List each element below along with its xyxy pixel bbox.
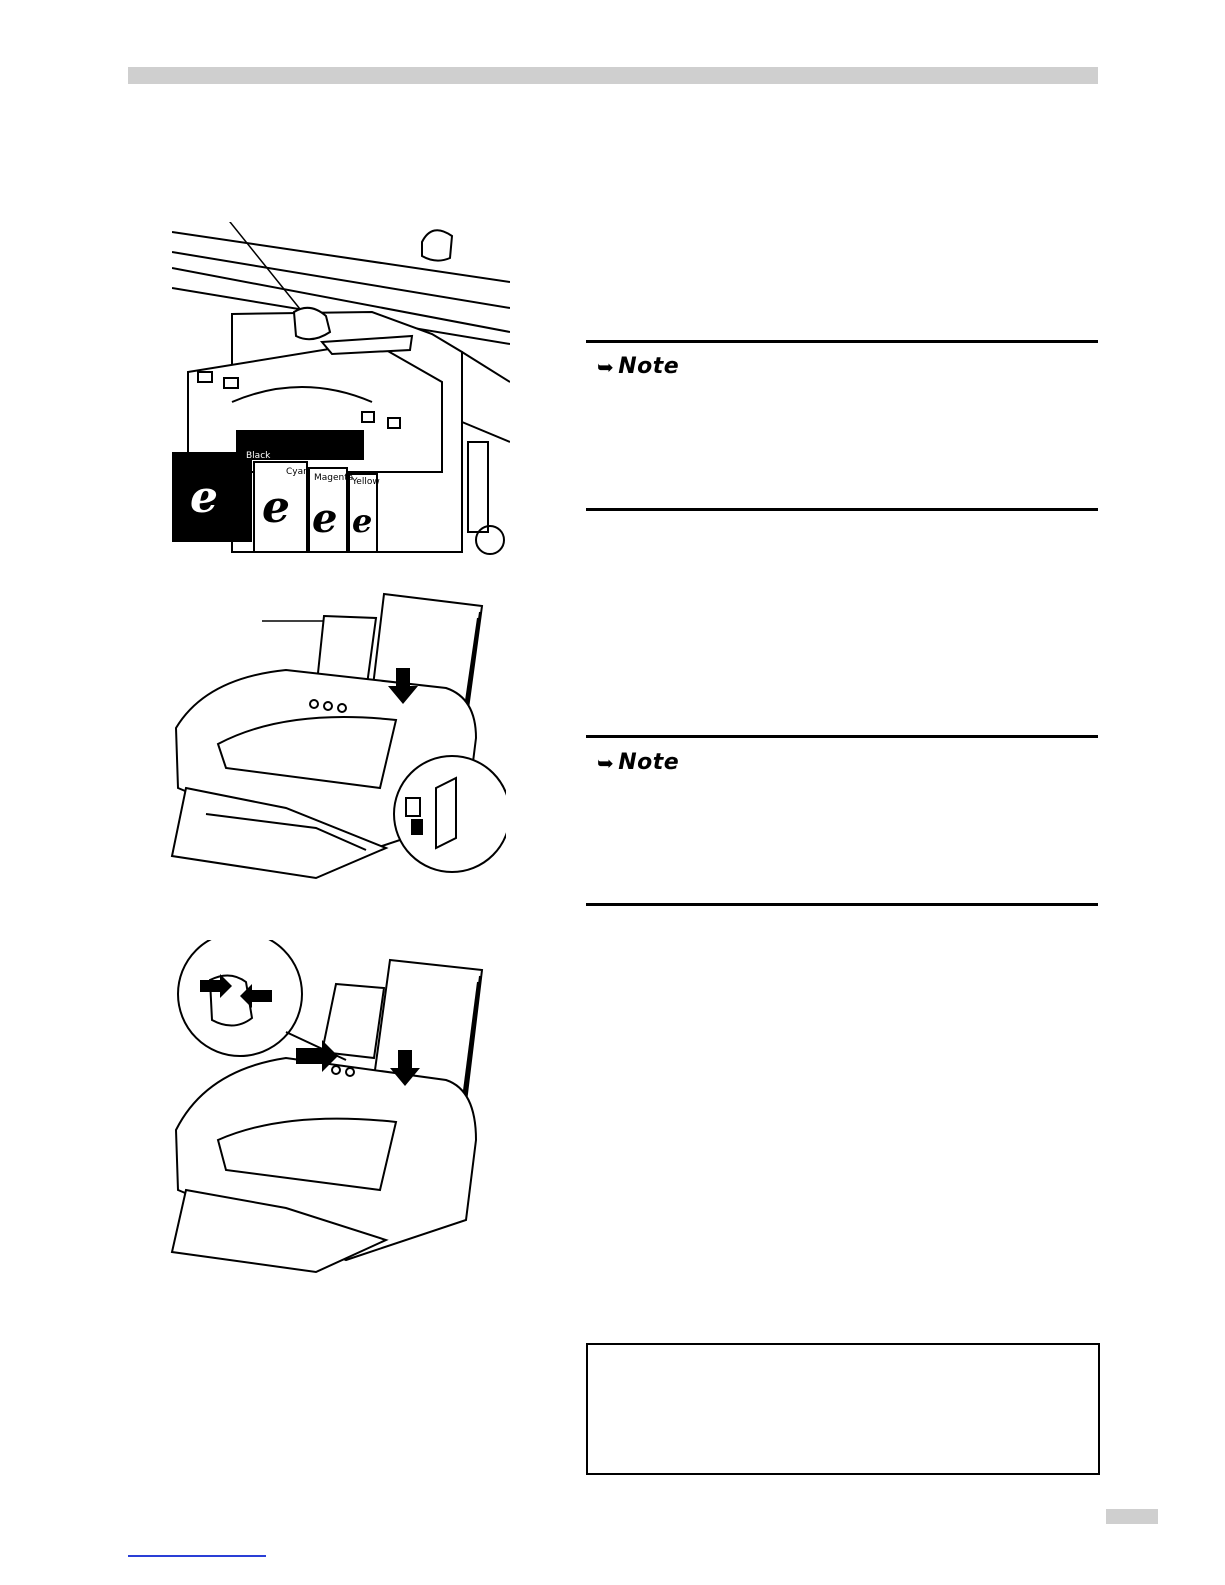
paper-guide-illustration — [166, 940, 486, 1274]
header-bar — [128, 67, 1098, 84]
cartridge-magenta-label: Magenta — [314, 473, 354, 483]
note-2-top-rule — [586, 735, 1098, 738]
note-1-label: Note — [618, 354, 680, 379]
cartridge-cyan-label: Cyan — [286, 467, 309, 477]
cartridges-illustration — [172, 222, 510, 558]
cartridge-yellow-label: Yellow — [352, 477, 380, 487]
note-1-bottom-rule — [586, 508, 1098, 511]
arrow-right-icon: ➥ — [597, 354, 615, 379]
note-1-heading — [597, 354, 679, 379]
note-1-top-rule — [586, 340, 1098, 343]
cartridge-black-label: Black — [246, 451, 271, 461]
page-number-badge — [1106, 1509, 1158, 1524]
note-2-bottom-rule — [586, 903, 1098, 906]
cartridge-yellow-logo: e — [352, 502, 373, 540]
cartridge-black-logo: e — [190, 472, 218, 523]
printer-paper-illustration — [166, 588, 506, 884]
footer-link[interactable] — [128, 1555, 266, 1557]
figure-paper-guide — [166, 940, 486, 1274]
figure-load-paper — [166, 588, 506, 884]
cartridge-magenta-logo: e — [312, 495, 338, 542]
arrow-right-icon: ➥ — [597, 750, 615, 775]
figure-ink-cartridges — [172, 222, 510, 558]
note-2-heading — [597, 750, 679, 775]
note-2-label: Note — [618, 750, 680, 775]
info-box — [586, 1343, 1100, 1475]
cartridge-cyan-logo: e — [262, 482, 290, 533]
